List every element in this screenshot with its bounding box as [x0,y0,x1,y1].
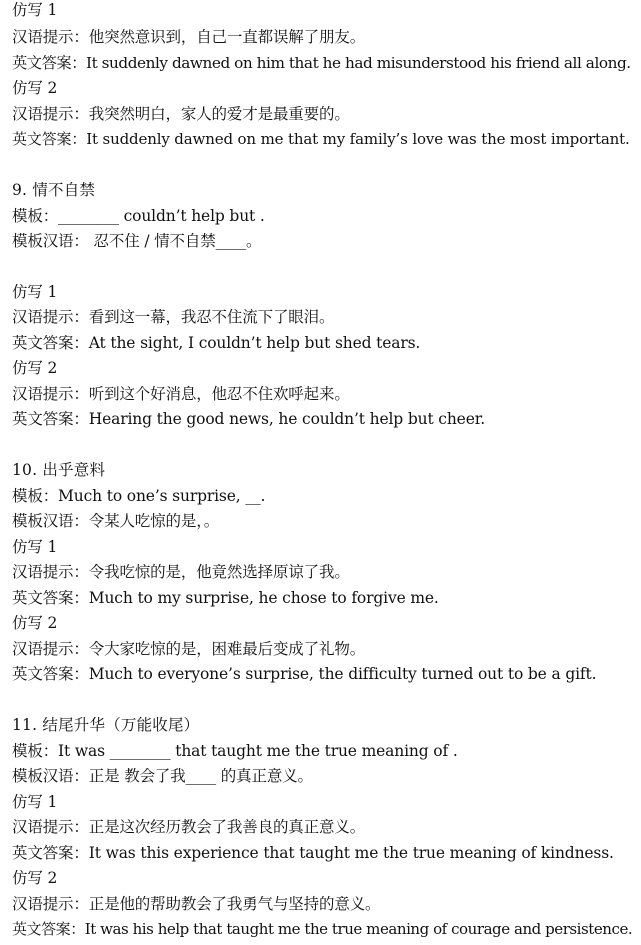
practice-1-heading: 仿写 1 [12,1,58,19]
template-line: 模板：It was ________ that taught me the true meaning of . [12,742,458,760]
chinese-prompt-line: 汉语提示：我突然明白，家人的爱才是最重要的。 [12,105,350,123]
chinese-prompt-line: 汉语提示：令我吃惊的是，他竟然选择原谅了我。 [12,563,350,581]
english-answer-line: 英文答案：It suddenly dawned on me that my family’s love was the most important. [12,130,630,148]
practice-1-heading: 仿写 1 [12,538,58,556]
practice-1-heading: 仿写 1 [12,793,58,811]
section-10-heading: 10. 出乎意料 [12,461,106,479]
english-answer-line: 英文答案：Much to everyone’s surprise, the difficulty turned out to be a gift. [12,665,597,683]
chinese-prompt-line: 汉语提示：正是这次经历教会了我善良的真正意义。 [12,818,366,836]
template-chinese-line: 模板汉语：正是 教会了我____ 的真正意义。 [12,767,313,785]
chinese-prompt-line: 汉语提示：他突然意识到，自己一直都误解了朋友。 [12,28,366,46]
template-line: 模板：________ couldn’t help but . [12,207,265,225]
template-chinese-line: 模板汉语：令某人吃惊的是，。 [12,512,220,530]
chinese-prompt-line: 汉语提示：令大家吃惊的是，困难最后变成了礼物。 [12,640,366,658]
english-answer-line: 英文答案：It suddenly dawned on him that he had misunderstood his friend all along. [12,54,631,72]
english-answer-line: 英文答案：It was his help that taught me the true meaning of courage and persistence. [12,920,633,938]
practice-2-heading: 仿写 2 [12,869,58,887]
practice-2-heading: 仿写 2 [12,614,58,632]
section-9-heading: 9. 情不自禁 [12,181,96,199]
chinese-prompt-line: 汉语提示：看到这一幕，我忍不住流下了眼泪。 [12,308,335,326]
english-answer-line: 英文答案：At the sight, I couldn’t help but shed tears. [12,334,421,352]
practice-2-heading: 仿写 2 [12,79,58,97]
section-11-heading: 11. 结尾升华（万能收尾） [12,716,200,734]
english-answer-line: 英文答案：Much to my surprise, he chose to forgive me. [12,589,439,607]
english-answer-line: 英文答案：Hearing the good news, he couldn’t help but cheer. [12,410,486,428]
template-line: 模板：Much to one’s surprise, __. [12,487,266,505]
practice-2-heading: 仿写 2 [12,359,58,377]
chinese-prompt-line: 汉语提示：听到这个好消息，他忍不住欢呼起来。 [12,385,350,403]
chinese-prompt-line: 汉语提示：正是他的帮助教会了我勇气与坚持的意义。 [12,895,381,913]
english-answer-line: 英文答案：It was this experience that taught me the true meaning of kindness. [12,844,614,862]
practice-1-heading: 仿写 1 [12,283,58,301]
template-chinese-line: 模板汉语： 忍不住 / 情不自禁____。 [12,232,262,250]
